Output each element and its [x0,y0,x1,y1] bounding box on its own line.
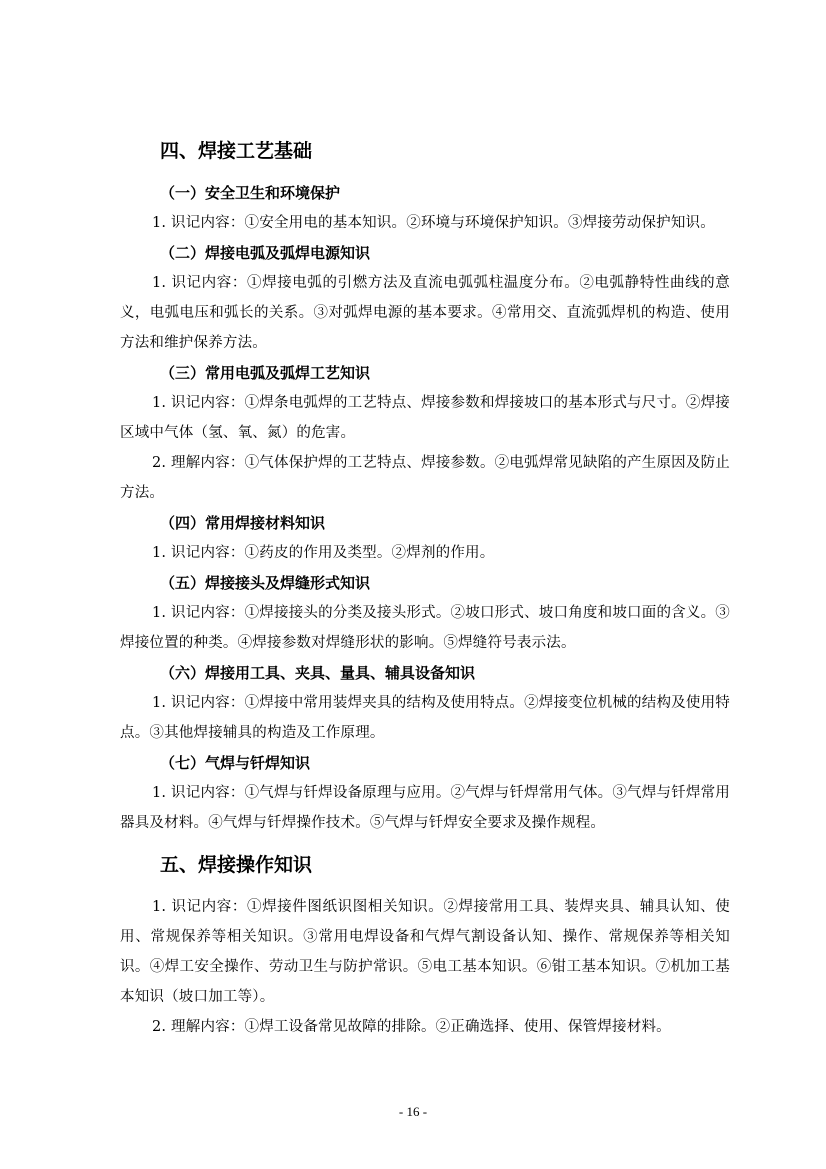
subsection-5-paragraph-1: 1. 识记内容：①焊接接头的分类及接头形式。②坡口形式、坡口角度和坡口面的含义。③焊接位置的种类。④焊接参数对焊缝形状的影响。⑤焊缝符号表示法。 [120,605,730,651]
subsection-3-paragraph-1: 1. 识记内容：①焊条电弧焊的工艺特点、焊接参数和焊接坡口的基本形式与尺寸。②焊接区域中气体（氢、氧、氮）的危害。 [120,395,730,441]
page-content [120,112,730,1042]
subsection-5-heading: （五）焊接接头及焊缝形式知识 [160,574,371,592]
section-4-title: 四、焊接工艺基础 [160,140,313,162]
subsection-6-paragraph-1: 1. 识记内容：①焊接中常用装焊夹具的结构及使用特点。②焊接变位机械的结构及使用特点。③其他焊接辅具的构造及工作原理。 [120,695,730,741]
subsection-3-heading: （三）常用电弧及弧焊工艺知识 [160,364,371,382]
subsection-4-paragraph-1: 1. 识记内容：①药皮的作用及类型。②焊剂的作用。 [152,545,495,561]
subsection-1-paragraph-1: 1. 识记内容：①安全用电的基本知识。②环境与环境保护知识。③焊接劳动保护知识。 [152,215,715,231]
subsection-2-heading: （二）焊接电弧及弧焊电源知识 [160,244,371,262]
subsection-7-heading: （七）气焊与钎焊知识 [160,754,311,772]
section-5-paragraph-1: 1. 识记内容：①焊接件图纸识图相关知识。②焊接常用工具、装焊夹具、辅具认知、使用、常规保养等相关知识。③常用电焊设备和气焊气割设备认知、操作、常规保养等相关知识。④焊工安全操作、劳动卫生与防护常识。⑤电工基本知识。⑥钳工基本知识。⑦机加工基本知识（坡口加工等）。 [120,899,730,1005]
subsection-2-paragraph-1: 1. 识记内容：①焊接电弧的引燃方法及直流电弧弧柱温度分布。②电弧静特性曲线的意义，电弧电压和弧长的关系。③对弧焊电源的基本要求。④常用交、直流弧焊机的构造、使用方法和维护保养方法。 [120,275,730,351]
subsection-7-paragraph-1: 1. 识记内容：①气焊与钎焊设备原理与应用。②气焊与钎焊常用气体。③气焊与钎焊常用器具及材料。④气焊与钎焊操作技术。⑤气焊与钎焊安全要求及操作规程。 [120,785,730,831]
subsection-6-heading: （六）焊接用工具、夹具、量具、辅具设备知识 [160,664,476,682]
section-5-paragraph-2: 2. 理解内容：①焊工设备常见故障的排除。②正确选择、使用、保管焊接材料。 [152,1019,671,1035]
page-number: - 16 - [398,1104,428,1119]
subsection-1-heading: （一）安全卫生和环境保护 [160,184,341,202]
section-5-title: 五、焊接操作知识 [160,854,313,876]
subsection-3-paragraph-2: 2. 理解内容：①气体保护焊的工艺特点、焊接参数。②电弧焊常见缺陷的产生原因及防止方法。 [120,455,730,501]
subsection-4-heading: （四）常用焊接材料知识 [160,514,326,532]
